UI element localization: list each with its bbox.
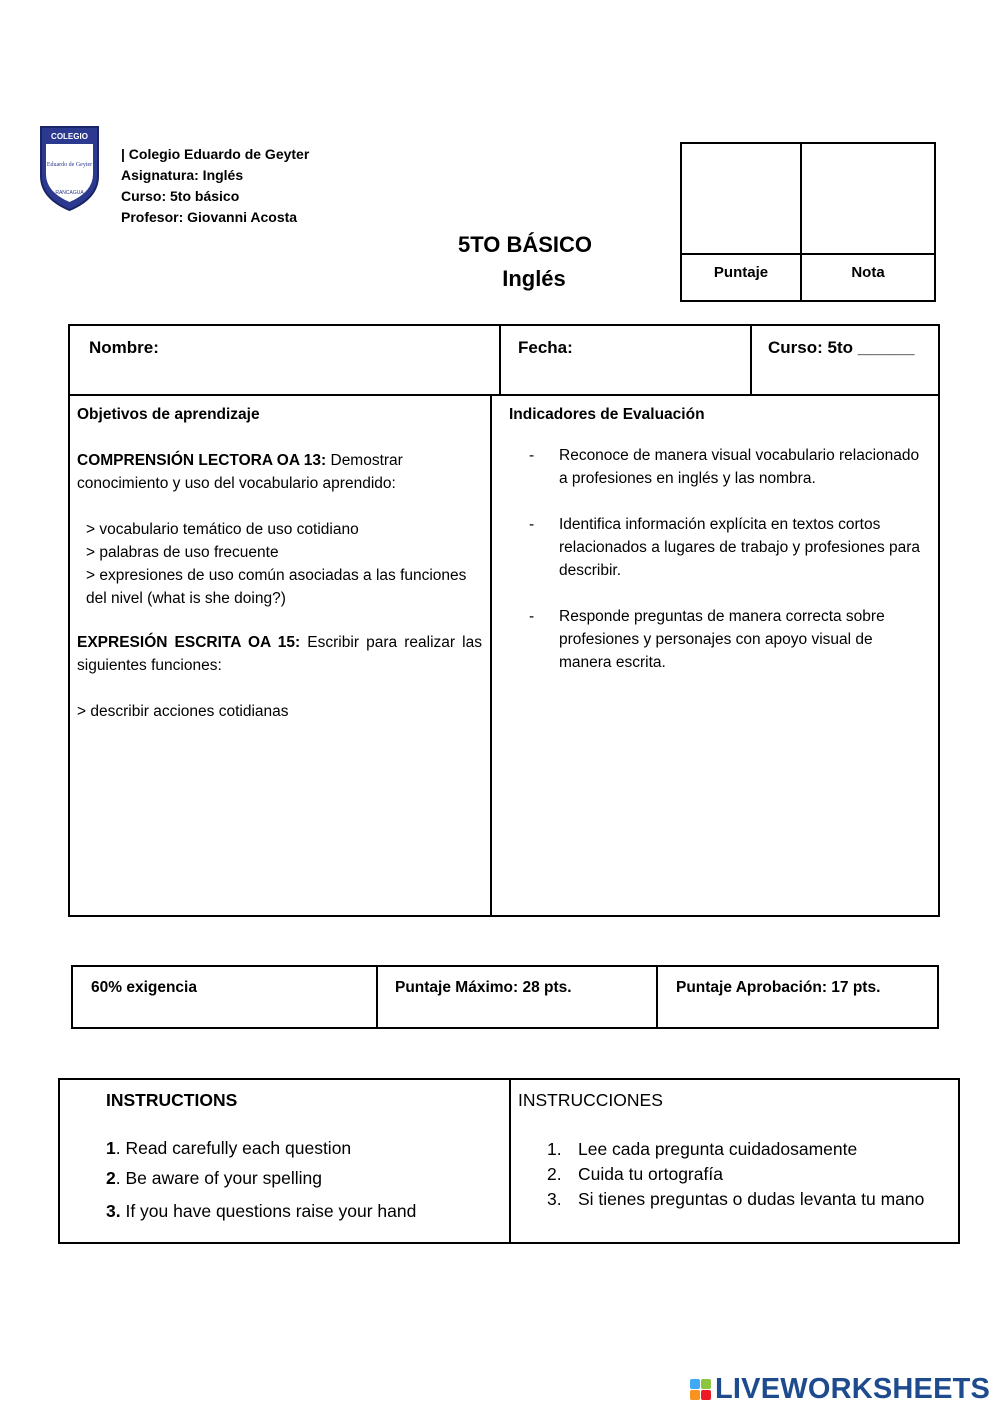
course-line: Curso: 5to básico bbox=[121, 188, 240, 204]
title-subject: Inglés bbox=[502, 266, 566, 291]
divider bbox=[656, 967, 658, 1027]
objective-bullet: > palabras de uso frecuente bbox=[86, 544, 279, 561]
puntaje-label: Puntaje bbox=[713, 264, 769, 281]
logo-square-blue bbox=[690, 1379, 700, 1389]
instrucciones-heading: INSTRUCCIONES bbox=[518, 1090, 663, 1110]
indicator-item bbox=[509, 513, 929, 582]
instruction-num: 2 bbox=[106, 1168, 116, 1188]
divider bbox=[750, 326, 752, 394]
puntaje-maximo-label: Puntaje Máximo: 28 pts. bbox=[395, 979, 572, 996]
objective-bullet: > vocabulario temático de uso cotidiano bbox=[86, 521, 359, 538]
brand-wordmark: LIVEWORKSHEETS bbox=[715, 1372, 991, 1405]
school-header bbox=[121, 144, 309, 228]
indicators-heading: Indicadores de Evaluación bbox=[509, 406, 705, 423]
instruction-text: . Be aware of your spelling bbox=[115, 1168, 322, 1188]
instructions-heading: INSTRUCTIONS bbox=[106, 1090, 238, 1110]
exigencia-label: 60% exigencia bbox=[91, 979, 197, 996]
instruction-item bbox=[106, 1196, 416, 1226]
puntaje-aprobacion-label: Puntaje Aprobación: 17 pts. bbox=[676, 979, 881, 996]
title-grade: 5TO BÁSICO bbox=[457, 232, 593, 257]
indicator-item bbox=[509, 605, 929, 674]
objectives-column bbox=[77, 403, 482, 723]
dash: - bbox=[529, 608, 535, 625]
instruccion-text: Si tienes preguntas o dudas levanta tu mano bbox=[578, 1189, 925, 1209]
school-crest bbox=[38, 124, 101, 212]
instruccion-text: Lee cada pregunta cuidadosamente bbox=[578, 1139, 858, 1159]
oa13-text: Demostrar conocimiento y uso del vocabulario aprendido: bbox=[77, 452, 403, 492]
page-title bbox=[440, 228, 610, 296]
indicators-column bbox=[509, 403, 929, 697]
indicators-list bbox=[509, 444, 929, 674]
dash: - bbox=[529, 516, 535, 533]
logo-square-green bbox=[701, 1379, 711, 1389]
indicator-text: Reconoce de manera visual vocabulario relacionado a profesiones en inglés y las nombra. bbox=[559, 447, 920, 487]
instruccion-item bbox=[518, 1137, 924, 1162]
fecha-field[interactable]: Fecha: bbox=[518, 338, 573, 357]
logo-square-red bbox=[701, 1390, 711, 1400]
scoring-table bbox=[71, 965, 939, 1029]
instruccion-text: Cuida tu ortografía bbox=[578, 1164, 723, 1184]
logo-square-orange bbox=[690, 1390, 700, 1400]
crest-text-bottom: RANCAGUA bbox=[55, 190, 84, 196]
divider bbox=[490, 394, 492, 915]
nota-label: Nota bbox=[851, 264, 885, 281]
student-info-row bbox=[70, 326, 938, 396]
instruccion-num: 3. bbox=[547, 1189, 562, 1209]
objectives-heading: Objetivos de aprendizaje bbox=[77, 406, 260, 423]
oa13-paragraph bbox=[77, 449, 482, 495]
nombre-field[interactable]: Nombre: bbox=[89, 338, 159, 357]
instructions-english bbox=[106, 1090, 416, 1226]
subject-line: Asignatura: Inglés bbox=[121, 167, 244, 183]
instruction-num: 3. bbox=[106, 1201, 121, 1221]
instructions-spanish bbox=[518, 1090, 924, 1212]
indicator-text: Identifica información explícita en textos cortos relacionados a lugares de trabajo y profesiones para describir. bbox=[559, 516, 921, 579]
oa15-paragraph bbox=[77, 631, 482, 677]
indicator-text: Responde preguntas de manera correcta sobre profesiones y personajes con apoyo visual de manera escrita. bbox=[559, 608, 885, 671]
oa13-title: COMPRENSIÓN LECTORA OA 13: bbox=[77, 452, 327, 469]
objective-bullet: > expresiones de uso común asociadas a las funciones del nivel (what is she doing?) bbox=[86, 567, 467, 607]
indicator-item bbox=[509, 444, 929, 490]
instruction-item bbox=[106, 1163, 416, 1193]
divider bbox=[376, 967, 378, 1027]
instruccion-item bbox=[518, 1187, 924, 1212]
score-box bbox=[680, 142, 936, 302]
divider bbox=[509, 1080, 511, 1242]
teacher-line: Profesor: Giovanni Acosta bbox=[121, 209, 298, 225]
liveworksheets-brand[interactable] bbox=[690, 1372, 990, 1406]
dash: - bbox=[529, 447, 535, 464]
school-name: | Colegio Eduardo de Geyter bbox=[121, 146, 310, 162]
liveworksheets-logo-icon bbox=[690, 1379, 711, 1400]
instruccion-num: 2. bbox=[547, 1164, 562, 1184]
crest-text-top: COLEGIO bbox=[51, 132, 88, 141]
instruction-text: If you have questions raise your hand bbox=[120, 1201, 417, 1221]
instruction-item bbox=[106, 1133, 416, 1163]
oa15-bullet: > describir acciones cotidianas bbox=[77, 703, 289, 720]
crest-text-mid: Eduardo de Geyter bbox=[46, 162, 93, 168]
score-box-divider-h bbox=[682, 253, 934, 255]
oa15-text: Escribir para realizar las siguientes funciones: bbox=[77, 634, 482, 674]
curso-field[interactable]: Curso: 5to ______ bbox=[768, 338, 915, 357]
divider bbox=[499, 326, 501, 394]
instruction-num: 1 bbox=[106, 1138, 116, 1158]
instruccion-item bbox=[518, 1162, 924, 1187]
instruction-text: . Read carefully each question bbox=[115, 1138, 352, 1158]
instruccion-num: 1. bbox=[547, 1139, 562, 1159]
oa15-title: EXPRESIÓN ESCRITA OA 15: bbox=[77, 634, 301, 651]
